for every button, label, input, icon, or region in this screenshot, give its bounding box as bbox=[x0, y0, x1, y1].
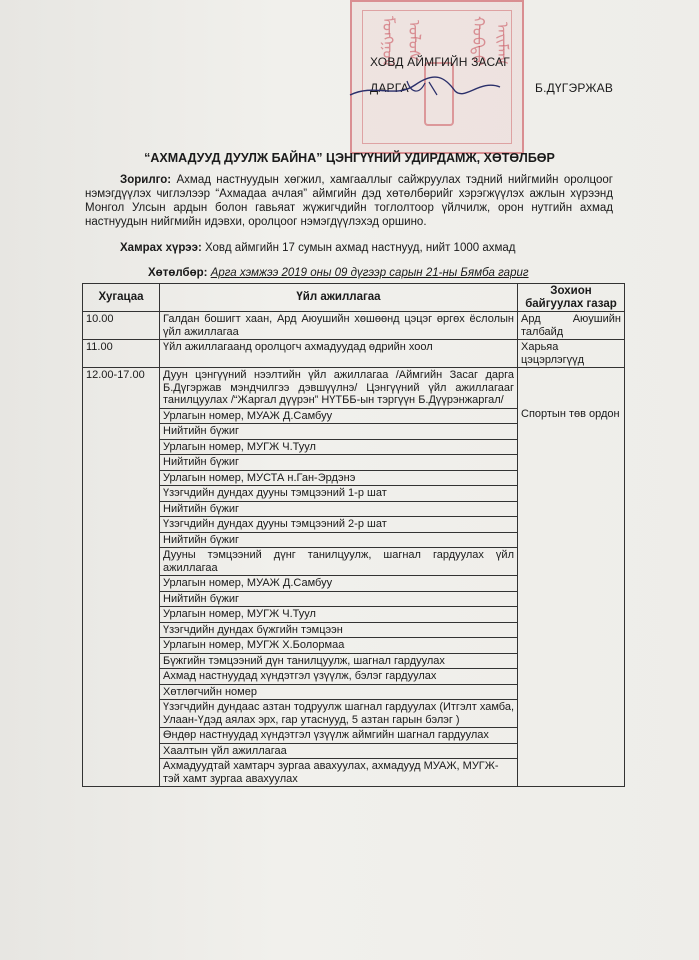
cell-activity: Дуун цэнгүүний нээлтийн үйл ажиллагаа /Аймгийн Засаг дарга Б.Дүгэржав мэндчилгээ дэвшүүлнэ/ Цэнгүүний үйл ажиллагааг танилцуулах /“Жаргал дүүрэн” НҮТББ-ын тэргүүн Б.Дүүрэнжаргал/ bbox=[160, 368, 518, 409]
cell-activity: Үзэгчдийн дундах бүжгийн тэмцээн bbox=[160, 622, 518, 638]
scope-label: Хамрах хүрээ: bbox=[120, 242, 202, 254]
cell-activity: Дууны тэмцээний дүнг танилцуулж, шагнал гардуулах үйл ажиллагаа bbox=[160, 548, 518, 576]
cell-activity: Урлагын номер, МУГЖ Ч.Туул bbox=[160, 607, 518, 623]
header-time: Хугацаа bbox=[83, 284, 160, 312]
document-title: “АХМАДУУД ДУУЛЖ БАЙНА” ЦЭНГҮҮНИЙ УДИРДАМЖ, ХӨТӨЛБӨР bbox=[144, 151, 555, 165]
official-seal-stamp: ᠮᠣᠩᠭᠣᠯ ᠤᠯᠤᠰ ᠬᠣᠪᠳᠣ ᠠᠢᠮᠠᠭ bbox=[350, 0, 524, 154]
header-name: Б.ДҮГЭРЖАВ bbox=[535, 81, 614, 95]
cell-activity: Хөтлөгчийн номер bbox=[160, 684, 518, 700]
table-header-row bbox=[83, 284, 625, 312]
cell-activity: Нийтийн бүжиг bbox=[160, 501, 518, 517]
cell-activity: Урлагын номер, МУАЖ Д.Самбуу bbox=[160, 576, 518, 592]
cell-activity: Ахмадуудтай хамтарч зургаа авахуулах, ахмадууд МУАЖ, МУГЖ-тэй хамт зургаа авахуулах bbox=[160, 759, 518, 787]
handwritten-signature bbox=[345, 73, 505, 103]
cell-place: Ард Аюушийн талбайд bbox=[518, 312, 625, 340]
cell-activity: Урлагын номер, МУГЖ Х.Болормаа bbox=[160, 638, 518, 654]
header-position: ДАРГА bbox=[370, 81, 409, 95]
cell-activity: Үзэгчдийн дундах дууны тэмцээний 1-р шат bbox=[160, 486, 518, 502]
cell-place: Спортын төв ордон bbox=[518, 368, 625, 787]
table-row bbox=[83, 340, 625, 368]
goal-paragraph bbox=[85, 173, 613, 229]
cell-activity: Галдан бошигт хаан, Ард Аюушийн хөшөөнд цэцэг өргөх ёслолын үйл ажиллагаа bbox=[160, 312, 518, 340]
cell-activity: Нийтийн бүжиг bbox=[160, 424, 518, 440]
cell-place: Харьяа цэцэрлэгүүд bbox=[518, 340, 625, 368]
program-line bbox=[148, 267, 529, 279]
cell-activity: Урлагын номер, МУСТА н.Ган-Эрдэнэ bbox=[160, 470, 518, 486]
scope-text: Ховд аймгийн 17 сумын ахмад настнууд, нийт 1000 ахмад bbox=[204, 242, 516, 254]
cell-activity: Хаалтын үйл ажиллагаа bbox=[160, 743, 518, 759]
cell-time: 10.00 bbox=[83, 312, 160, 340]
cell-activity: Үзэгчдийн дундах дууны тэмцээний 2-р шат bbox=[160, 517, 518, 533]
cell-activity: Урлагын номер, МУАЖ Д.Самбуу bbox=[160, 408, 518, 424]
cell-activity: Нийтийн бүжиг bbox=[160, 532, 518, 548]
cell-time: 12.00-17.00 bbox=[83, 368, 160, 787]
cell-activity: Урлагын номер, МУГЖ Ч.Туул bbox=[160, 439, 518, 455]
program-date: Арга хэмжээ 2019 оны 09 дүгээр сарын 21-ны Бямба гариг bbox=[210, 267, 529, 279]
cell-activity: Өндөр настнуудад хүндэтгэл үзүүлж аймгийн шагнал гардуулах bbox=[160, 728, 518, 744]
header-place: Зохион байгуулах газар bbox=[518, 284, 625, 312]
cell-activity: Нийтийн бүжиг bbox=[160, 591, 518, 607]
cell-activity: Үйл ажиллагаанд оролцогч ахмадуудад өдрийн хоол bbox=[160, 340, 518, 368]
cell-activity: Бүжгийн тэмцээний дүн танилцуулж, шагнал гардуулах bbox=[160, 653, 518, 669]
table-row bbox=[83, 368, 625, 409]
header-organization: ХОВД АЙМГИЙН ЗАСАГ bbox=[370, 55, 511, 69]
cell-activity: Үзэгчдийн дундаас азтан тодруулж шагнал гардуулах (Итгэлт хамба, Улаан-Үдэд аялах эрх, гар утаснууд, 5 азтан гарын бэлэг ) bbox=[160, 700, 518, 728]
program-label: Хөтөлбөр: bbox=[148, 267, 208, 279]
program-table bbox=[82, 283, 625, 787]
header-activity: Үйл ажиллагаа bbox=[160, 284, 518, 312]
table-row bbox=[83, 312, 625, 340]
goal-label: Зорилго: bbox=[120, 174, 172, 186]
cell-activity: Нийтийн бүжиг bbox=[160, 455, 518, 471]
scope-paragraph bbox=[85, 241, 613, 255]
goal-text: Ахмад настнуудын хөгжил, хамгааллыг сайжруулах тэдний нийгмийн оролцоог нэмэгдүүлэх чиглэлээр “Ахмадаа ачлая” аймгийн дэд хөтөлбөрийг хэрэгжүүлэх ажлын хүрээнд Монгол Улсын ардын болон гавьяат жүжигчдийн тоглолтоор үйлчилж, орон нутгийн ахмад настнуудын нийгмийн идэвхи, оролцоог нэмэгдүүлэхэд оршино. bbox=[85, 174, 613, 228]
cell-time: 11.00 bbox=[83, 340, 160, 368]
cell-activity: Ахмад настнуудад хүндэтгэл үзүүлж, бэлэг гардуулах bbox=[160, 669, 518, 685]
